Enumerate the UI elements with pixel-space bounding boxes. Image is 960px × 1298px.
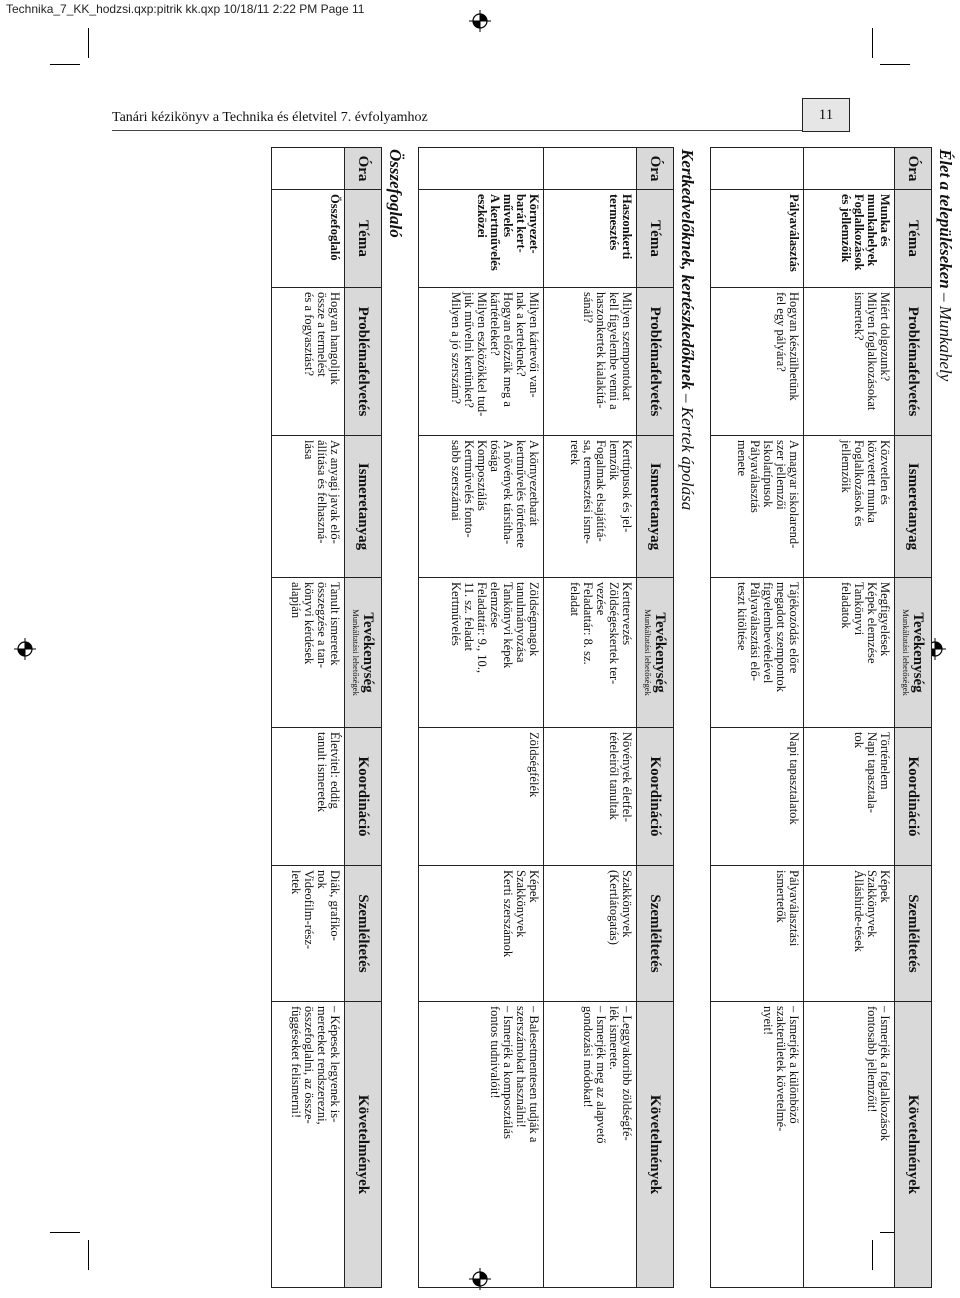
- requirements-cell: [804, 1002, 895, 1288]
- column-header-label: Szemléltetés: [905, 894, 922, 973]
- cell-line: Pályaválasztás: [748, 440, 762, 513]
- cell-line: feladatok: [839, 582, 853, 629]
- cell-line: Zöldségmagok: [527, 582, 541, 657]
- section-title: [674, 147, 700, 1287]
- cell-line: Hogyan készülhetünk: [787, 292, 801, 401]
- cell-line: ismertetők: [774, 870, 788, 923]
- problem-cell: [711, 288, 804, 436]
- requirements-cell: [544, 1002, 637, 1288]
- column-header-label: Szemléltetés: [647, 894, 664, 973]
- cell-line: lása: [302, 440, 316, 460]
- column-header: [345, 190, 382, 288]
- cell-line: sa, termesztési isme-: [581, 440, 595, 544]
- cell-line: fontosabb jellemzőit!: [865, 1006, 879, 1113]
- curriculum-table: [710, 147, 932, 1288]
- column-header-label: Téma: [355, 220, 372, 257]
- activity-cell: [544, 578, 637, 728]
- column-header-sublabel: Munkáltatási lehetőségek: [351, 609, 362, 696]
- section-title: [932, 147, 958, 1287]
- cell-line: Foglalkozások és: [852, 440, 866, 527]
- cell-line: termesztés: [607, 194, 621, 251]
- cell-line: – Ismerjék a foglalkozások: [878, 1006, 892, 1142]
- cell-line: Életvitel: eddig: [328, 732, 342, 809]
- illustration-cell: [711, 866, 804, 1002]
- cell-line: Diák, grafiko-: [328, 870, 342, 941]
- cell-line: tanult ismeretek: [315, 732, 329, 813]
- cell-line: Zöldségfélék: [527, 732, 541, 798]
- cell-line: haszonkertek kialakítá-: [594, 292, 608, 409]
- cell-line: Pályaválasztási elő-: [748, 582, 762, 681]
- cell-line: alapján: [289, 582, 303, 619]
- cell-line: Szakkönyvek: [514, 870, 528, 938]
- cell-line: állítása és felhaszná-: [315, 440, 329, 544]
- column-header-label: Problémafelvetés: [647, 306, 664, 417]
- cell-line: Milyen foglalkozásokat: [865, 292, 879, 411]
- cell-line: A magyar iskolarend-: [787, 440, 801, 549]
- cell-line: Képek elemzése: [865, 582, 879, 664]
- column-header-label: Tevékenység: [360, 612, 377, 693]
- column-header-label: Koordináció: [647, 756, 664, 837]
- cell-line: Kertművelés fonto-: [462, 440, 476, 538]
- column-header: [637, 728, 674, 866]
- activity-cell: [804, 578, 895, 728]
- column-header: [637, 1002, 674, 1288]
- cell-line: A növények társítha-: [501, 440, 515, 545]
- column-header-label: Téma: [905, 220, 922, 257]
- cell-line: teszt kitöltése: [735, 582, 749, 651]
- column-header: [345, 148, 382, 190]
- knowledge-cell: [804, 436, 895, 578]
- column-header: [637, 578, 674, 728]
- cell-line: nok: [315, 870, 329, 889]
- cell-line: munkahelyek: [865, 194, 879, 267]
- cell-line: Történelem: [878, 732, 892, 790]
- cell-line: Képek: [527, 870, 541, 903]
- cell-line: Napi tapasztala-: [865, 732, 879, 813]
- cell-line: mereteket rendszerezni,: [315, 1006, 329, 1125]
- crop-mark: [50, 64, 80, 65]
- cell-line: lék ismerete.: [607, 1006, 621, 1070]
- column-header-label: Követelmények: [355, 1094, 372, 1195]
- registration-mark-icon: [469, 10, 491, 32]
- crop-mark: [88, 1240, 89, 1270]
- knowledge-cell: [272, 436, 345, 578]
- column-header: [895, 728, 932, 866]
- column-header: [345, 728, 382, 866]
- cell-line: kell figyelembe venni a: [607, 292, 621, 410]
- cell-line: – Ismerjék a komposztálás: [501, 1006, 515, 1139]
- cell-line: nak a kerteknek?: [514, 292, 528, 377]
- cell-line: Tájékozódás előre: [787, 582, 801, 674]
- cell-line: Foglalkozások: [852, 194, 866, 271]
- column-header-label: Problémafelvetés: [905, 306, 922, 417]
- cell-line: Munka és: [878, 194, 892, 247]
- column-header: [345, 1002, 382, 1288]
- knowledge-cell: [419, 436, 544, 578]
- table-row: [804, 148, 895, 1288]
- section-title-text: Élet a településeken: [936, 149, 955, 289]
- cell-line: megadott szempontok: [774, 582, 788, 693]
- cell-line: tételeiről tanultak: [607, 732, 621, 820]
- cell-line: Tanult ismeretek: [328, 582, 342, 666]
- print-slug: Technika_7_KK_hodzsi.qxp:pitrik kk.qxp 10/18/11 2:22 PM Page 11: [6, 2, 365, 16]
- hour-cell: [544, 148, 637, 190]
- topic-cell: [272, 190, 345, 288]
- requirements-cell: [419, 1002, 544, 1288]
- cell-line: Kertművelés: [449, 582, 463, 646]
- requirements-cell: [711, 1002, 804, 1288]
- column-header: [345, 866, 382, 1002]
- column-header-label: Követelmények: [905, 1094, 922, 1195]
- problem-cell: [804, 288, 895, 436]
- column-header: [345, 436, 382, 578]
- cell-line: Az anyagi javak elő-: [328, 440, 342, 544]
- column-header-label: Ismeretanyag: [647, 462, 664, 551]
- cell-line: Hogyan hangoljuk: [328, 292, 342, 385]
- cell-line: Képek: [878, 870, 892, 903]
- rotated-curriculum-tables: [108, 147, 958, 1287]
- cell-line: Megfigyelések: [878, 582, 892, 657]
- cell-line: Pályaválasztási: [787, 870, 801, 947]
- column-header-label: Követelmények: [647, 1094, 664, 1195]
- cell-line: össze a termelést: [315, 292, 329, 377]
- cell-line: Milyen eszközökkel tud-: [475, 292, 489, 417]
- column-header-label: Ismeretanyag: [905, 462, 922, 551]
- section-subtitle: – Munkahely: [936, 293, 955, 382]
- column-header-label: Tevékenység: [910, 612, 927, 693]
- illustration-cell: [544, 866, 637, 1002]
- cell-line: nyeit!: [761, 1006, 775, 1036]
- column-header: [895, 190, 932, 288]
- hour-cell: [419, 148, 544, 190]
- cell-line: összegzése a tan-: [315, 582, 329, 669]
- hour-cell: [711, 148, 804, 190]
- column-header-label: Tevékenység: [652, 612, 669, 693]
- problem-cell: [272, 288, 345, 436]
- column-header-label: Óra: [905, 155, 922, 182]
- cell-line: Kerttípusok és jel-: [620, 440, 634, 533]
- column-header: [637, 148, 674, 190]
- column-header-label: Koordináció: [355, 756, 372, 837]
- cell-line: – Leggyakoribb zöldségfé-: [620, 1006, 634, 1141]
- knowledge-cell: [711, 436, 804, 578]
- topic-cell: [544, 190, 637, 288]
- column-header: [637, 190, 674, 288]
- cell-line: juk művelni kertünket?: [462, 292, 476, 408]
- cell-line: Feladattár: 8. sz.: [581, 582, 595, 665]
- cell-line: (Kertlátogatás): [607, 870, 621, 945]
- problem-cell: [544, 288, 637, 436]
- header-rule: [112, 130, 802, 131]
- column-header-label: Szemléltetés: [355, 894, 372, 973]
- illustration-cell: [804, 866, 895, 1002]
- column-header: [895, 1002, 932, 1288]
- topic-cell: [711, 190, 804, 288]
- column-header-label: Ismeretanyag: [355, 462, 372, 551]
- cell-line: ismertek?: [852, 292, 866, 341]
- problem-cell: [419, 288, 544, 436]
- activity-cell: [272, 578, 345, 728]
- cell-line: Tankönyvi: [852, 582, 866, 636]
- coordination-cell: [419, 728, 544, 866]
- column-header: [637, 288, 674, 436]
- cell-line: 11. sz. feladat: [462, 582, 476, 651]
- cell-line: Napi tapasztalatok: [787, 732, 801, 825]
- cell-line: barát kert-: [514, 194, 528, 253]
- cell-line: – Képesek legyenek is-: [328, 1006, 342, 1123]
- activity-cell: [711, 578, 804, 728]
- cell-line: sánál?: [581, 292, 595, 324]
- column-header: [895, 288, 932, 436]
- cell-line: A környezetbarát: [527, 440, 541, 526]
- illustration-cell: [419, 866, 544, 1002]
- illustration-cell: [272, 866, 345, 1002]
- column-header-label: Téma: [647, 220, 664, 257]
- cell-line: fontos tudnivalóit!: [488, 1006, 502, 1099]
- cell-line: Milyen a jó szerszám?: [449, 292, 463, 405]
- hour-cell: [272, 148, 345, 190]
- section-title: [382, 147, 408, 1287]
- cell-line: tok: [852, 732, 866, 748]
- cell-line: feladat: [568, 582, 582, 617]
- cell-line: függéseket felismerni!: [289, 1006, 303, 1119]
- registration-mark-icon: [14, 638, 36, 660]
- cell-line: retek: [568, 440, 582, 465]
- cell-line: – Ismerjék a különböző: [787, 1006, 801, 1124]
- column-header: [895, 148, 932, 190]
- cell-line: – Ismerjék meg az alapvető: [594, 1006, 608, 1144]
- cell-line: Kerti szerszámok: [501, 870, 515, 958]
- column-header: [637, 436, 674, 578]
- cell-line: Kerttervezés: [620, 582, 634, 646]
- crop-mark: [50, 1232, 80, 1233]
- cell-line: jellemzőik: [839, 440, 853, 493]
- cell-line: Szakkönyvek: [865, 870, 879, 938]
- cell-line: Videofilm-rész-: [302, 870, 316, 950]
- page-number: 11: [802, 98, 850, 132]
- cell-line: Miért dolgozunk?: [878, 292, 892, 382]
- knowledge-cell: [544, 436, 637, 578]
- cell-line: letek: [289, 870, 303, 895]
- cell-line: eszközei: [475, 194, 489, 238]
- cell-line: Feladattár: 9., 10.,: [475, 582, 489, 673]
- cell-line: fel egy pályára?: [774, 292, 788, 372]
- column-header: [637, 866, 674, 1002]
- column-header: [345, 288, 382, 436]
- cell-line: menete: [735, 440, 749, 477]
- table-row: [419, 148, 544, 1288]
- cell-line: Haszonkerti: [620, 194, 634, 260]
- table-row: [272, 148, 345, 1288]
- section-title-text: Összefoglaló: [386, 149, 405, 238]
- column-header-label: Óra: [355, 155, 372, 182]
- column-header: [345, 578, 382, 728]
- cell-line: Milyen szempontokat: [620, 292, 634, 401]
- column-header-label: Problémafelvetés: [355, 306, 372, 417]
- section-subtitle: – Kertek ápolása: [678, 394, 697, 511]
- topic-cell: [804, 190, 895, 288]
- cell-line: Pályaválasztás: [787, 194, 801, 272]
- cell-line: Hogyan előzzük meg a: [501, 292, 515, 407]
- activity-cell: [419, 578, 544, 728]
- coordination-cell: [711, 728, 804, 866]
- crop-mark: [872, 28, 873, 58]
- cell-line: Iskolatípusok: [761, 440, 775, 508]
- cell-line: könyvi kérdések: [302, 582, 316, 665]
- topic-cell: [419, 190, 544, 288]
- cell-line: Zöldségeskertek ter-: [607, 582, 621, 685]
- coordination-cell: [272, 728, 345, 866]
- cell-line: Közvetlen és: [878, 440, 892, 505]
- cell-line: és jellemzőik: [839, 194, 853, 263]
- table-row: [711, 148, 804, 1288]
- crop-mark: [88, 28, 89, 58]
- cell-line: Tankönyvi képek: [501, 582, 515, 669]
- column-header-sublabel: Munkáltatási lehetőségek: [643, 609, 654, 696]
- curriculum-table: [418, 147, 674, 1288]
- cell-line: figyelembevételével: [761, 582, 775, 684]
- column-header-sublabel: Munkáltatási lehetőségek: [901, 609, 912, 696]
- section-title-text: Kertkedvelőknek, kertészkedőknek: [678, 149, 697, 390]
- cell-line: közvetett munka: [865, 440, 879, 523]
- cell-line: elemzése: [488, 582, 502, 628]
- cell-line: kártételeket?: [488, 292, 502, 356]
- cell-line: lemzőik: [607, 440, 621, 481]
- column-header: [895, 436, 932, 578]
- cell-line: Milyen kártevői van-: [527, 292, 541, 398]
- cell-line: szakterületek követelmé-: [774, 1006, 788, 1132]
- column-header-label: Koordináció: [905, 756, 922, 837]
- table-row: [544, 148, 637, 1288]
- requirements-cell: [272, 1002, 345, 1288]
- cell-line: és a fogyasztást?: [302, 292, 316, 376]
- page-header: Tanári kézikönyv a Technika és életvitel 7. évfolyamhoz: [112, 110, 428, 125]
- crop-mark: [880, 64, 910, 65]
- cell-line: szerszámokat használni!: [514, 1006, 528, 1128]
- cell-line: művelés: [501, 194, 515, 238]
- cell-line: Álláshirde-tések: [852, 870, 866, 952]
- curriculum-table: [271, 147, 382, 1288]
- hour-cell: [804, 148, 895, 190]
- cell-line: Növények életfel-: [620, 732, 634, 822]
- cell-line: Összefoglaló: [328, 194, 342, 261]
- cell-line: kertművelés története: [514, 440, 528, 548]
- cell-line: Szakkönyvek: [620, 870, 634, 938]
- cell-line: szer jellemzői: [774, 440, 788, 510]
- cell-line: tósága: [488, 440, 502, 472]
- column-header-label: Óra: [647, 155, 664, 182]
- cell-line: gondozási módokat!: [581, 1006, 595, 1108]
- cell-line: Környezet-: [527, 194, 541, 254]
- column-header: [895, 578, 932, 728]
- cell-line: – Balesetmentesen tudják a: [527, 1006, 541, 1143]
- cell-line: összefoglalni, az össze-: [302, 1006, 316, 1124]
- cell-line: tanulmányozása: [514, 582, 528, 663]
- cell-line: sabb szerszámai: [449, 440, 463, 521]
- cell-line: Komposztálás: [475, 440, 489, 511]
- cell-line: A kertművelés: [488, 194, 502, 271]
- column-header: [895, 866, 932, 1002]
- cell-line: vezése: [594, 582, 608, 616]
- coordination-cell: [544, 728, 637, 866]
- coordination-cell: [804, 728, 895, 866]
- cell-line: Fogalmak elsajátítá-: [594, 440, 608, 542]
